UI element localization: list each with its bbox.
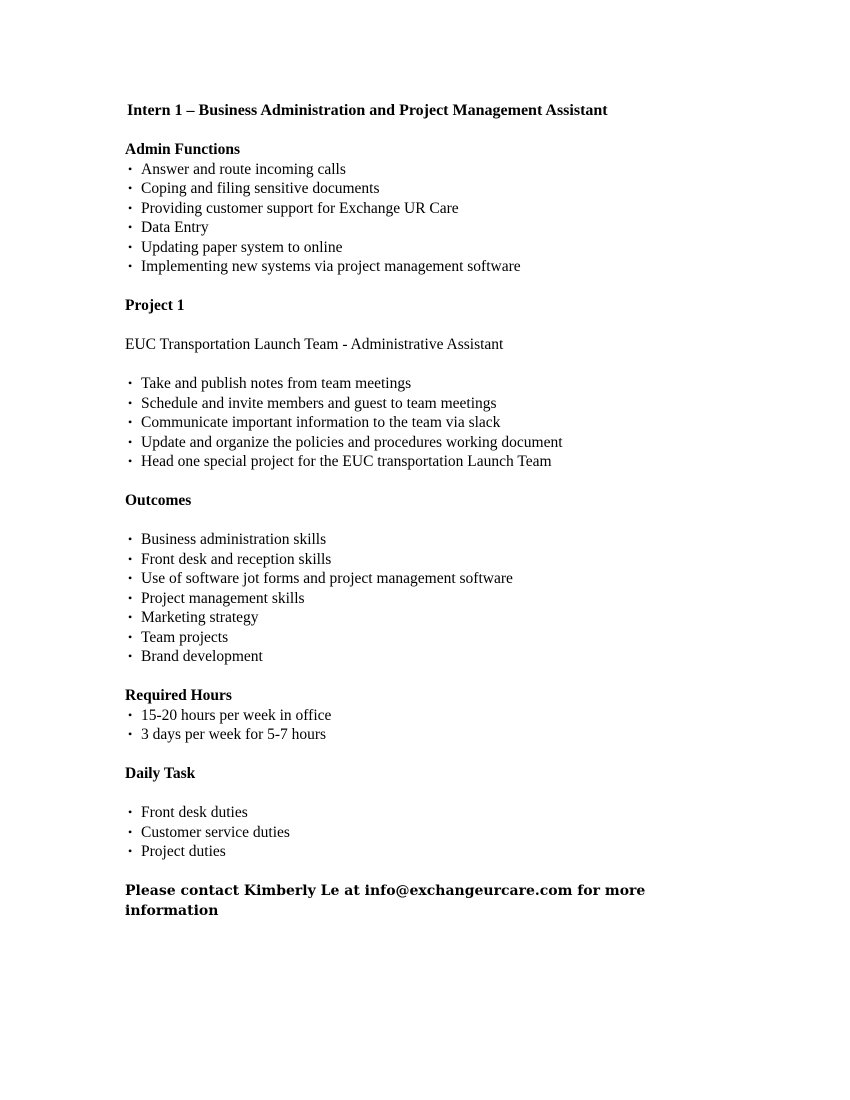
list-item: • Front desk duties <box>125 803 725 823</box>
list-item: • Project duties <box>125 842 725 862</box>
list-item: • Coping and filing sensitive documents <box>125 179 725 199</box>
list-item: • Providing customer support for Exchange UR Care <box>125 199 725 219</box>
list-item: • 3 days per week for 5-7 hours <box>125 725 725 745</box>
list-item: • Communicate important information to the team via slack <box>125 413 725 433</box>
list-item: • Answer and route incoming calls <box>125 160 725 180</box>
list-item: • Customer service duties <box>125 823 725 843</box>
section-heading-required-hours: Required Hours <box>125 687 232 704</box>
section-heading-outcomes: Outcomes <box>125 492 192 509</box>
contact-note: Please contact Kimberly Le at info@exchangeurcare.com for more information <box>125 883 646 919</box>
admin-functions-list <box>125 160 725 277</box>
list-item: • Schedule and invite members and guest to team meetings <box>125 394 725 414</box>
list-item: • Team projects <box>125 628 725 648</box>
list-item: • Business administration skills <box>125 530 725 550</box>
document-title: Intern 1 – Business Administration and Project Management Assistant <box>127 102 608 119</box>
required-hours-list <box>125 706 725 745</box>
project-1-list <box>125 374 725 472</box>
list-item: • Marketing strategy <box>125 608 725 628</box>
project-1-subtitle: EUC Transportation Launch Team - Administrative Assistant <box>125 336 504 353</box>
document-content <box>125 101 725 921</box>
section-heading-project-1: Project 1 <box>125 297 185 314</box>
list-item: • Updating paper system to online <box>125 238 725 258</box>
outcomes-list <box>125 530 725 667</box>
list-item: • Project management skills <box>125 589 725 609</box>
list-item: • Head one special project for the EUC transportation Launch Team <box>125 452 725 472</box>
section-heading-daily-task: Daily Task <box>125 765 196 782</box>
daily-task-list <box>125 803 725 862</box>
list-item: • 15-20 hours per week in office <box>125 706 725 726</box>
list-item: • Implementing new systems via project management software <box>125 257 725 277</box>
list-item: • Take and publish notes from team meetings <box>125 374 725 394</box>
list-item: • Front desk and reception skills <box>125 550 725 570</box>
list-item: • Use of software jot forms and project management software <box>125 569 725 589</box>
list-item: • Update and organize the policies and procedures working document <box>125 433 725 453</box>
list-item: • Data Entry <box>125 218 725 238</box>
list-item: • Brand development <box>125 647 725 667</box>
section-heading-admin-functions: Admin Functions <box>125 141 240 158</box>
